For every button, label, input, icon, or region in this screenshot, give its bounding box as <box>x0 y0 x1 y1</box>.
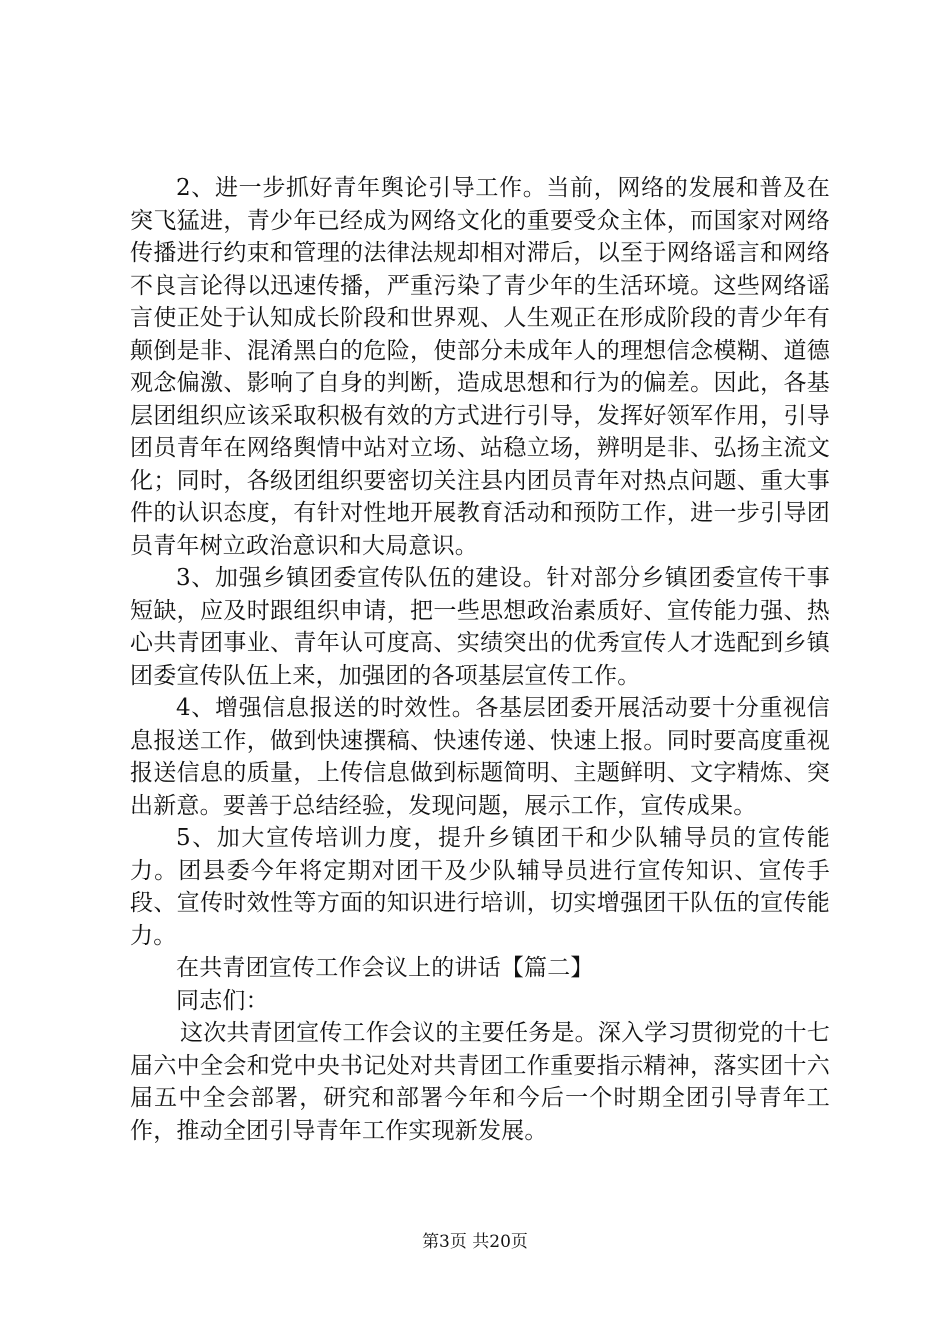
section-title: 在共青团宣传工作会议上的讲话【篇二】 <box>176 955 594 981</box>
paragraph-2: 2、进一步抓好青年舆论引导工作。当前，网络的发展和普及在突飞猛进，青少年已经成为网络文化的重要受众主体，而国家对网络传播进行约束和管理的法律法规却相对滞后，以至于网络谣言和网络不良言论得以迅速传播，严重污染了青少年的生活环境。这些网络谣言使正处于认知成长阶段和世界观、人生观正在形成阶段的青少年有颠倒是非、混淆黑白的危险，使部分未成年人的理想信念模糊、道德观念偏激、影响了自身的判断，造成思想和行为的偏差。因此，各基层团组织应该采取积极有效的方式进行引导，发挥好领军作用，引导团员青年在网络舆情中站对立场、站稳立场，辨明是非、弘扬主流文化；同时，各级团组织要密切关注县内团员青年对热点问题、重大事件的认识态度，有针对性地开展教育活动和预防工作，进一步引导团员青年树立政治意识和大局意识。 <box>130 175 830 559</box>
document-body <box>130 172 830 1147</box>
page-number-label: 第3页 共20页 <box>422 1232 528 1252</box>
paragraph-3: 3、加强乡镇团委宣传队伍的建设。针对部分乡镇团委宣传干事短缺，应及时跟组织申请，把一些思想政治素质好、宣传能力强、热心共青团事业、青年认可度高、实绩突出的优秀宣传人才选配到乡镇团委宣传队伍上来，加强团的各项基层宣传工作。 <box>130 565 830 689</box>
paragraph-4: 4、增强信息报送的时效性。各基层团委开展活动要十分重视信息报送工作，做到快速撰稿、快速传递、快速上报。同时要高度重视报送信息的质量，上传信息做到标题简明、主题鲜明、文字精炼、突出新意。要善于总结经验，发现问题，展示工作，宣传成果。 <box>130 695 830 819</box>
salutation: 同志们： <box>176 987 269 1014</box>
page-footer <box>0 1230 950 1254</box>
closing-paragraph: 这次共青团宣传工作会议的主要任务是。深入学习贯彻党的十七届六中全会和党中央书记处对共青团工作重要指示精神，落实团十六届五中全会部署，研究和部署今年和今后一个时期全团引导青年工作，推动全团引导青年工作实现新发展。 <box>130 1020 830 1144</box>
paragraph-5: 5、加大宣传培训力度，提升乡镇团干和少队辅导员的宣传能力。团县委今年将定期对团干及少队辅导员进行宣传知识、宣传手段、宣传时效性等方面的知识进行培训，切实增强团干队伍的宣传能力。 <box>130 825 830 949</box>
